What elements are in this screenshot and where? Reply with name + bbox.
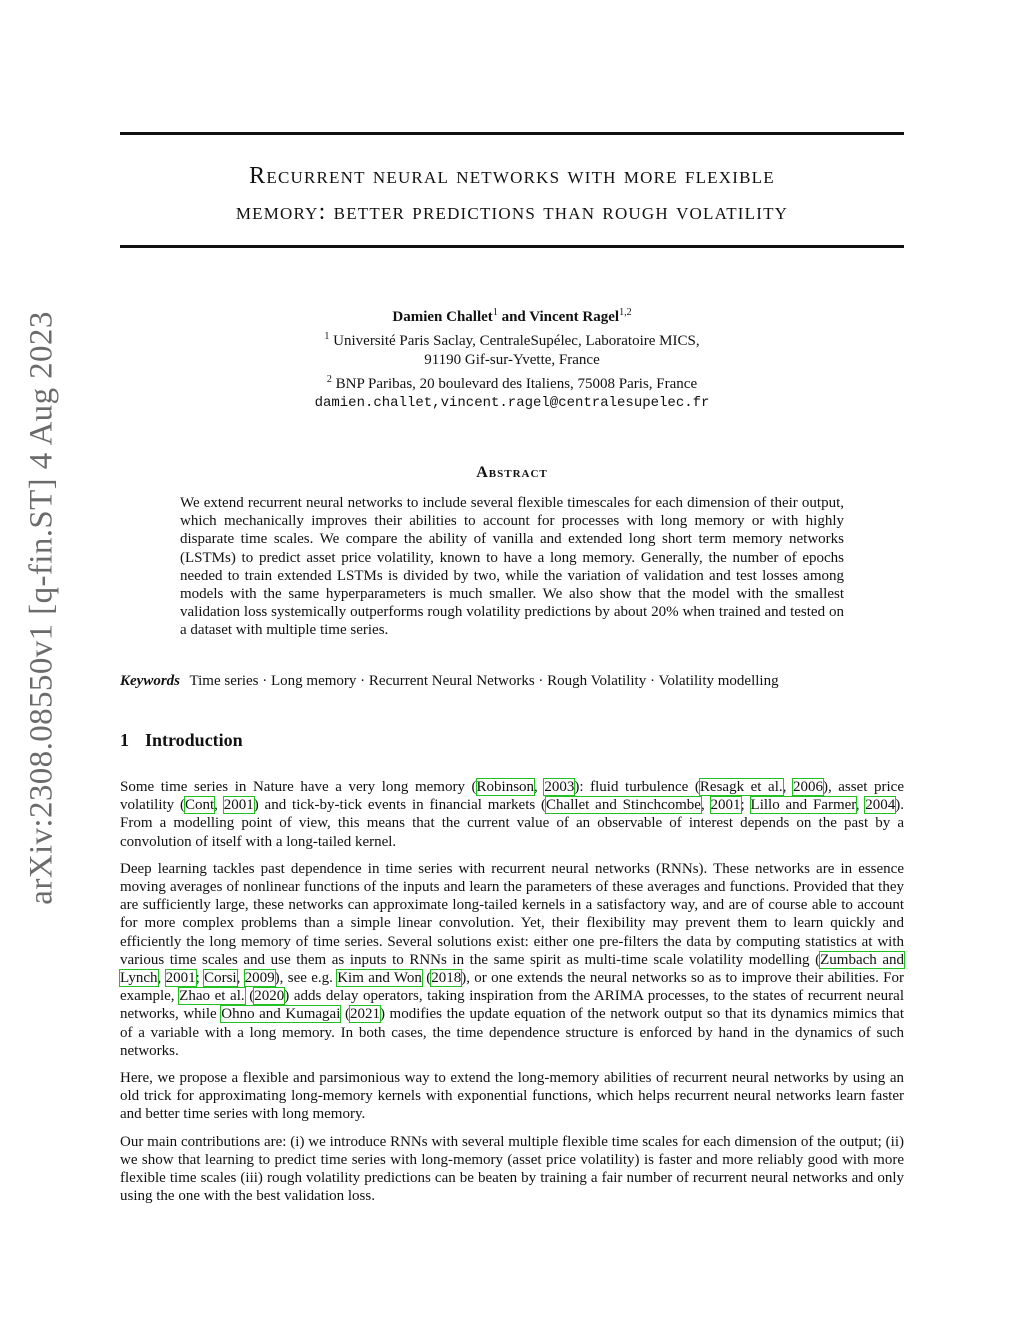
citation-link[interactable]: 2004 xyxy=(865,797,896,814)
text-run: , xyxy=(534,779,545,795)
title-line-2: memory: better predictions than rough volatility xyxy=(235,199,789,225)
author-block xyxy=(180,303,844,413)
paragraph-3: Here, we propose a flexible and parsimonious way to extend the long-memory abilities of recurrent neural networks by using an old trick for approximating long-memory kernels with exponential functions, which helps recurrent neural networks learn faster and better time series with long memory. xyxy=(120,1070,904,1123)
affiliation-1-line-1: Université Paris Saclay, CentraleSupélec, Laboratoire MICS, xyxy=(333,333,700,349)
text-run: ). From a modelling point of view, this means that the current value of an observable of interest depends on the past by a convolution of itself with a long-tailed kernel. xyxy=(120,797,905,850)
section-heading xyxy=(120,730,243,751)
citation-link[interactable]: Lillo and Farmer xyxy=(750,797,856,814)
text-run: , xyxy=(700,797,711,814)
keywords-list: Time series · Long memory · Recurrent Neural Networks · Rough Volatility · Volatility modelling xyxy=(189,673,779,689)
abstract-heading: Abstract xyxy=(476,464,548,481)
paragraph-1 xyxy=(120,778,904,851)
affiliation-2-line-1: BNP Paribas, 20 boulevard des Italiens, 75008 Paris, France xyxy=(335,376,698,392)
citation-link[interactable]: 2020 xyxy=(254,988,285,1005)
citation-link[interactable]: Robinson xyxy=(476,779,535,795)
abstract-text: We extend recurrent neural networks to include several flexible timescales for each dimension of their output, which mechanically improves their abilities to account for processes with long memory or with highly disparate time scales. We compare the ability of vanilla and extended long short term memory networks (LSTMs) to predict asset price volatility, known to have a long memory. Generally, the number of epochs needed to train extended LSTMs is divided by two, while the variation of validation and test losses among models with the same hyperparameters is much smaller. We also show that the model with the smallest validation loss systemically outperforms rough volatility predictions by about 20% when trained and tested on a dataset with multiple time series. xyxy=(180,495,844,639)
affiliation-1-line-2: 91190 Gif-sur-Yvette, France xyxy=(424,352,600,368)
title-bottom-rule xyxy=(120,245,904,248)
text-run: , xyxy=(236,970,245,987)
section-number: 1 xyxy=(120,730,129,750)
paragraph-4: Our main contributions are: (i) we introduce RNNs with several multiple flexible time scales for each dimension of the output; (ii) we show that learning to predict time series with long-memory (asset price volatility) is faster and more reliably good with more flexible time scales (iii) rough volatility predictions can be beaten by training a fair number of recurrent neural networks and only using the one with the best validation loss. xyxy=(120,1133,904,1205)
citation-link[interactable]: Zhao et al. xyxy=(179,988,245,1005)
text-run: ( xyxy=(421,970,432,987)
citation-link[interactable]: 2018 xyxy=(431,970,462,987)
citation-link[interactable]: 2009 xyxy=(244,970,275,987)
text-run: ; xyxy=(195,970,205,987)
citation-link[interactable]: Ohno and Kumagai xyxy=(221,1006,341,1023)
author-2: Vincent Ragel xyxy=(529,309,620,325)
author-connector: and xyxy=(497,309,530,325)
citation-link[interactable]: 2003 xyxy=(544,779,575,795)
text-run: Some time series in Nature have a very long memory ( xyxy=(120,779,477,795)
text-run: ) modifies the update equation of the network output so that its dynamics mimics that of a variable with a long memory. In both cases, the time dependence structure is enforced by hand in the dynamics of such networks. xyxy=(120,1006,904,1059)
text-run: ), asset price volatility ( xyxy=(120,779,904,814)
title-top-rule xyxy=(120,132,904,135)
keywords-label: Keywords xyxy=(120,673,180,689)
paper-title xyxy=(120,158,904,230)
text-run: ) and tick-by-tick events in financial markets ( xyxy=(253,797,547,814)
affiliation-1-mark: 1 xyxy=(324,331,330,342)
text-run: ) adds delay operators, taking inspiration from the ARIMA processes, to the states of recurrent neural networks, while xyxy=(120,988,904,1023)
citation-link[interactable]: 2006 xyxy=(792,779,823,795)
citation-link[interactable]: Cont xyxy=(184,797,215,814)
text-run: , xyxy=(782,779,793,795)
affiliation-2-mark: 2 xyxy=(326,374,332,385)
text-run: ), or one extends the neural networks so as to improve their abilities. For example, xyxy=(120,970,905,1005)
text-run: ): fluid turbulence ( xyxy=(574,779,700,795)
author-1: Damien Challet xyxy=(392,309,493,325)
text-run: , xyxy=(214,797,224,814)
citation-link[interactable]: Corsi xyxy=(204,970,237,987)
citation-link[interactable]: 2001 xyxy=(710,797,741,814)
citation-link[interactable]: 2001 xyxy=(223,797,254,814)
text-run: ), see e.g. xyxy=(274,970,338,987)
paragraph-2 xyxy=(120,860,904,1060)
keywords-line xyxy=(120,672,904,690)
citation-link[interactable]: Kim and Won xyxy=(337,970,422,987)
citation-link[interactable]: Resagk et al. xyxy=(699,779,783,795)
citation-link[interactable]: Challet and Stinchcombe xyxy=(546,797,701,814)
text-run: ( xyxy=(340,1006,350,1023)
text-run: Deep learning tackles past dependence in time series with recurrent neural networks (RNNs). These networks are in essence moving averages of nonlinear functions of the inputs and learn the parameters of these averages and functions. Provided that they are sufficiently large, these networks can approximate long-tailed kernels in a satisfactory way, and are of course able to account for more complex problems than a simple linear convolution. Yet, their flexibility may prevent them to learn quickly and efficiently the long memory of time series. Several solutions exist: either one pre-filters the data by computing statistics at with various time scales and use them as inputs to RNNs in the same spirit as multi-time scale volatility modelling ( xyxy=(120,860,904,968)
arxiv-stamp xyxy=(0,0,62,1325)
citation-link[interactable]: Zumbach and Lynch xyxy=(120,951,904,987)
section-title: Introduction xyxy=(145,730,243,750)
affiliation-1 xyxy=(180,327,844,351)
author-1-affiliation-mark: 1 xyxy=(492,307,498,318)
citation-link[interactable]: 2001 xyxy=(165,970,196,987)
text-run: ; xyxy=(740,797,751,814)
arxiv-identifier: arXiv:2308.08550v1 [q-fin.ST] 4 Aug 2023 xyxy=(23,311,60,905)
author-email[interactable]: damien.challet,vincent.ragel@centralesupelec.fr xyxy=(314,395,710,411)
text-run: ( xyxy=(244,988,255,1005)
affiliation-2 xyxy=(180,370,844,394)
title-line-1: Recurrent neural networks with more flexible xyxy=(249,163,775,189)
text-run: , xyxy=(855,797,866,814)
text-run: , xyxy=(157,970,166,987)
author-names xyxy=(180,303,844,327)
citation-link[interactable]: 2021 xyxy=(349,1006,380,1023)
section-body xyxy=(120,778,904,1214)
author-2-affiliation-mark: 1,2 xyxy=(619,307,632,318)
